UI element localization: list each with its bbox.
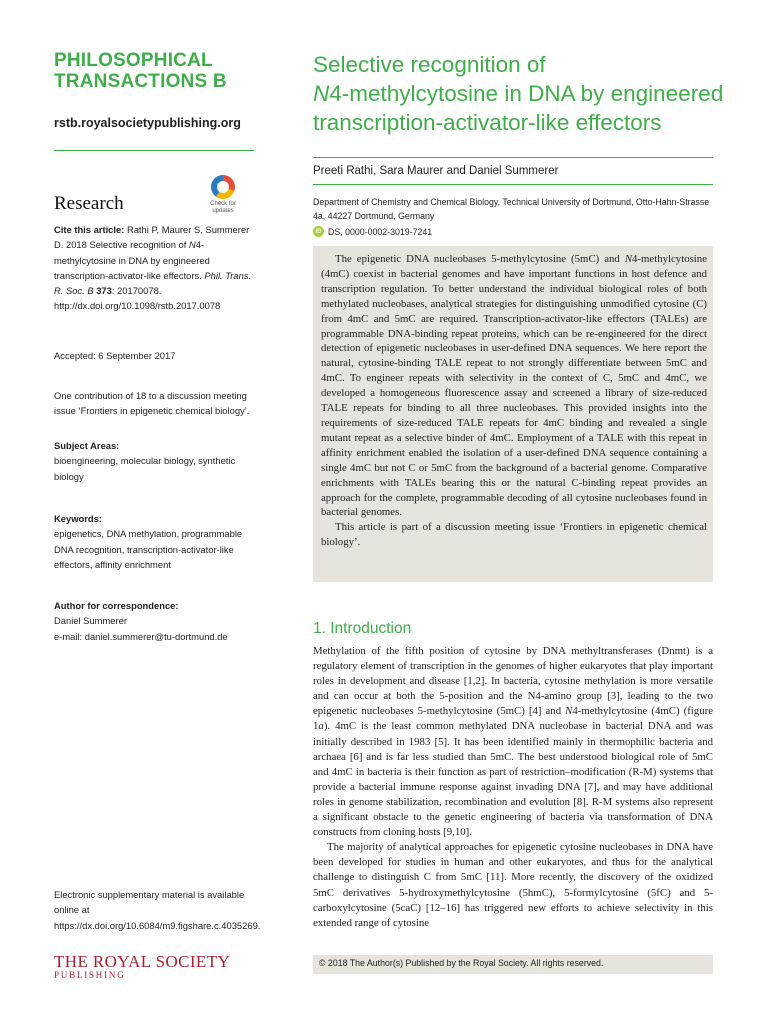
copyright-notice: © 2018 The Author(s) Published by the Royal Society. All rights reserved. bbox=[313, 955, 713, 974]
article-title bbox=[313, 50, 733, 137]
cite-this-article bbox=[54, 222, 254, 314]
journal-site-link[interactable]: rstb.royalsocietypublishing.org bbox=[54, 116, 241, 130]
keywords bbox=[54, 511, 254, 572]
correspondence-label: Author for correspondence: bbox=[54, 600, 179, 611]
check-for-updates-badge[interactable] bbox=[205, 175, 241, 215]
cite-doi-link[interactable]: http://dx.doi.org/10.1098/rstb.2017.0078 bbox=[54, 300, 221, 312]
introduction-heading: 1. Introduction bbox=[313, 620, 412, 637]
royal-society-logo bbox=[54, 952, 230, 980]
cite-volume: 373 bbox=[93, 285, 112, 297]
orcid-id: DS, 0000-0002-3019-7241 bbox=[328, 226, 433, 237]
subject-areas-text: bioengineering, molecular biology, synthetic biology bbox=[54, 455, 236, 482]
title-divider bbox=[313, 157, 713, 158]
journal-name bbox=[54, 50, 294, 92]
title-line2: N4-methylcytosine in DNA by engineered bbox=[313, 81, 724, 106]
correspondence-name: Daniel Summerer bbox=[54, 615, 127, 627]
check-updates-icon bbox=[211, 175, 235, 199]
abstract-paragraph-1: The epigenetic DNA nucleobases 5-methylcytosine (5mC) and N4-methylcytosine (4mC) coexist in bacterial genomes and have important functions in host defence and transcription regulation. To better understand the individual biological roles of both methylated nucleobases, analytical strategies for distinguishing unmodified cytosine (C) from 4mC and 5mC are required. Transcription-activator-like effectors (TALEs) are programmable DNA-binding repeat proteins, which can be re-engineered for the direct detection of epigenetic nucleobases in user-defined DNA sequences. We here report the natural, cytosine-binding TALE repeat to not strongly differentiate between 5mC and 4mC. To engineer repeats with selectivity in the context of C, 5mC and 4mC, we developed a homogeneous fluorescence assay and screened a library of size-reduced TALE repeats for binding to all three nucleobases. This provided insights into the requirements of size-reduced TALE repeats for 4mC binding and revealed a single mutant repeat as a selective binder of 4mC. Employment of a TALE with this repeat in affinity enrichment enabled the isolation of a user-defined DNA sequence containing a single 4mC but not C or 5mC from the background of a bacterial genome. Comparative enrichments with TALEs bearing this or the natural C-binding repeat provides an approach for the complete, programmable decoding of all cytosine nucleobases found in bacterial genomes. bbox=[321, 253, 707, 519]
cite-journal: Phil. Trans. R. Soc. B bbox=[54, 269, 252, 297]
keywords-label: Keywords: bbox=[54, 513, 102, 524]
abstract-paragraph-2: This article is part of a discussion meeting issue ‘Frontiers in epigenetic chemical biology’. bbox=[321, 521, 707, 549]
journal-name-line1: PHILOSOPHICAL bbox=[54, 50, 213, 71]
correspondence-email[interactable]: e-mail: daniel.summerer@tu-dortmund.de bbox=[54, 630, 228, 642]
accepted-date: Accepted: 6 September 2017 bbox=[54, 350, 176, 361]
royal-society-logo-sub: PUBLISHING bbox=[54, 970, 126, 980]
cite-text-2: 4-methylcytosine in DNA by engineered transcription-activator-like effectors. bbox=[54, 239, 210, 281]
affiliation: Department of Chemistry and Chemical Biology, Technical University of Dortmund, Otto-Hahn-Strasse 4a, 44227 Dortmund, Germany bbox=[313, 197, 710, 221]
authors-divider bbox=[313, 184, 713, 185]
author-correspondence bbox=[54, 598, 254, 644]
cite-pages: : 20170078. bbox=[111, 285, 162, 297]
orcid-icon: iD bbox=[313, 226, 324, 237]
check-updates-text: Check for updates bbox=[210, 201, 236, 214]
introduction-body bbox=[313, 644, 713, 931]
subject-areas bbox=[54, 438, 254, 484]
keywords-text: epigenetics, DNA methylation, programmable DNA recognition, transcription-activator-like effectors, affinity enrichment bbox=[54, 528, 243, 570]
title-line3: transcription-activator-like effectors bbox=[313, 110, 662, 135]
section-label: Research bbox=[54, 193, 124, 214]
journal-name-line2: TRANSACTIONS B bbox=[54, 71, 227, 92]
royal-society-logo-main: THE ROYAL SOCIETY bbox=[54, 952, 231, 971]
cite-italic-n: N bbox=[188, 239, 196, 251]
intro-paragraph-2: The majority of analytical approaches for epigenetic cytosine nucleobases in DNA have been developed for studies in human and other eukaryotes, and thus for the analytical challenge to distinguish C from 5mC [11]. More recently, the discovery of the oxidized 5mC derivatives 5-hydroxymethylcytosine (5hmC), 5-formylcytosine (5fC) and 5-carboxylcytosine (5caC) [12–16] has triggered new efforts to achieve selectivity in this extended range of cytosine bbox=[313, 841, 713, 929]
intro-paragraph-1: Methylation of the fifth position of cytosine by DNA methyltransferases (Dnmt) is a regulatory element of transcription in the genomes of higher eukaryotes that play important roles in development and disease [1,2]. In bacteria, cytosine methylation is more versatile and can occur at both the 5-position and the N4-amino group [3], leading to the two epigenetic nucleobases 5-methylcytosine (5mC) [4] and N4-methylcytosine (4mC) (figure 1a). 4mC is the least common methylated DNA nucleobase in bacterial DNA and was initially described in 1983 [5]. It has been identified mainly in thermophilic bacteria and archaea [6] and is far less studied than 5mC. The best understood biological role of 5mC and 4mC in bacteria is their function as part of restriction–modification (R-M) systems that provide a bacterial immune response against invading DNA [7], and may have additional roles in genome stabilization, recombination and evolution [8]. R-M systems also represent a significant obstacle to the genetic engineering of bacteria via transformation of DNA constructs from cloning hosts [9,10]. bbox=[313, 645, 713, 839]
abstract-box bbox=[313, 246, 713, 582]
sidebar-divider bbox=[54, 150, 254, 151]
subject-areas-label: Subject Areas: bbox=[54, 440, 120, 451]
cite-label: Cite this article: bbox=[54, 224, 125, 235]
contribution-note: One contribution of 18 to a discussion meeting issue ‘Frontiers in epigenetic chemical biology’. bbox=[54, 390, 250, 417]
orcid[interactable] bbox=[313, 226, 432, 237]
supplementary-material: Electronic supplementary material is available online at https://dx.doi.org/10.6084/m9.figshare.c.4035269. bbox=[54, 889, 261, 931]
title-line1: Selective recognition of bbox=[313, 52, 546, 77]
cite-text-1: Rathi P, Maurer S, Summerer D. 2018 Selective recognition of bbox=[54, 224, 250, 251]
authors: Preeti Rathi, Sara Maurer and Daniel Summerer bbox=[313, 165, 559, 177]
